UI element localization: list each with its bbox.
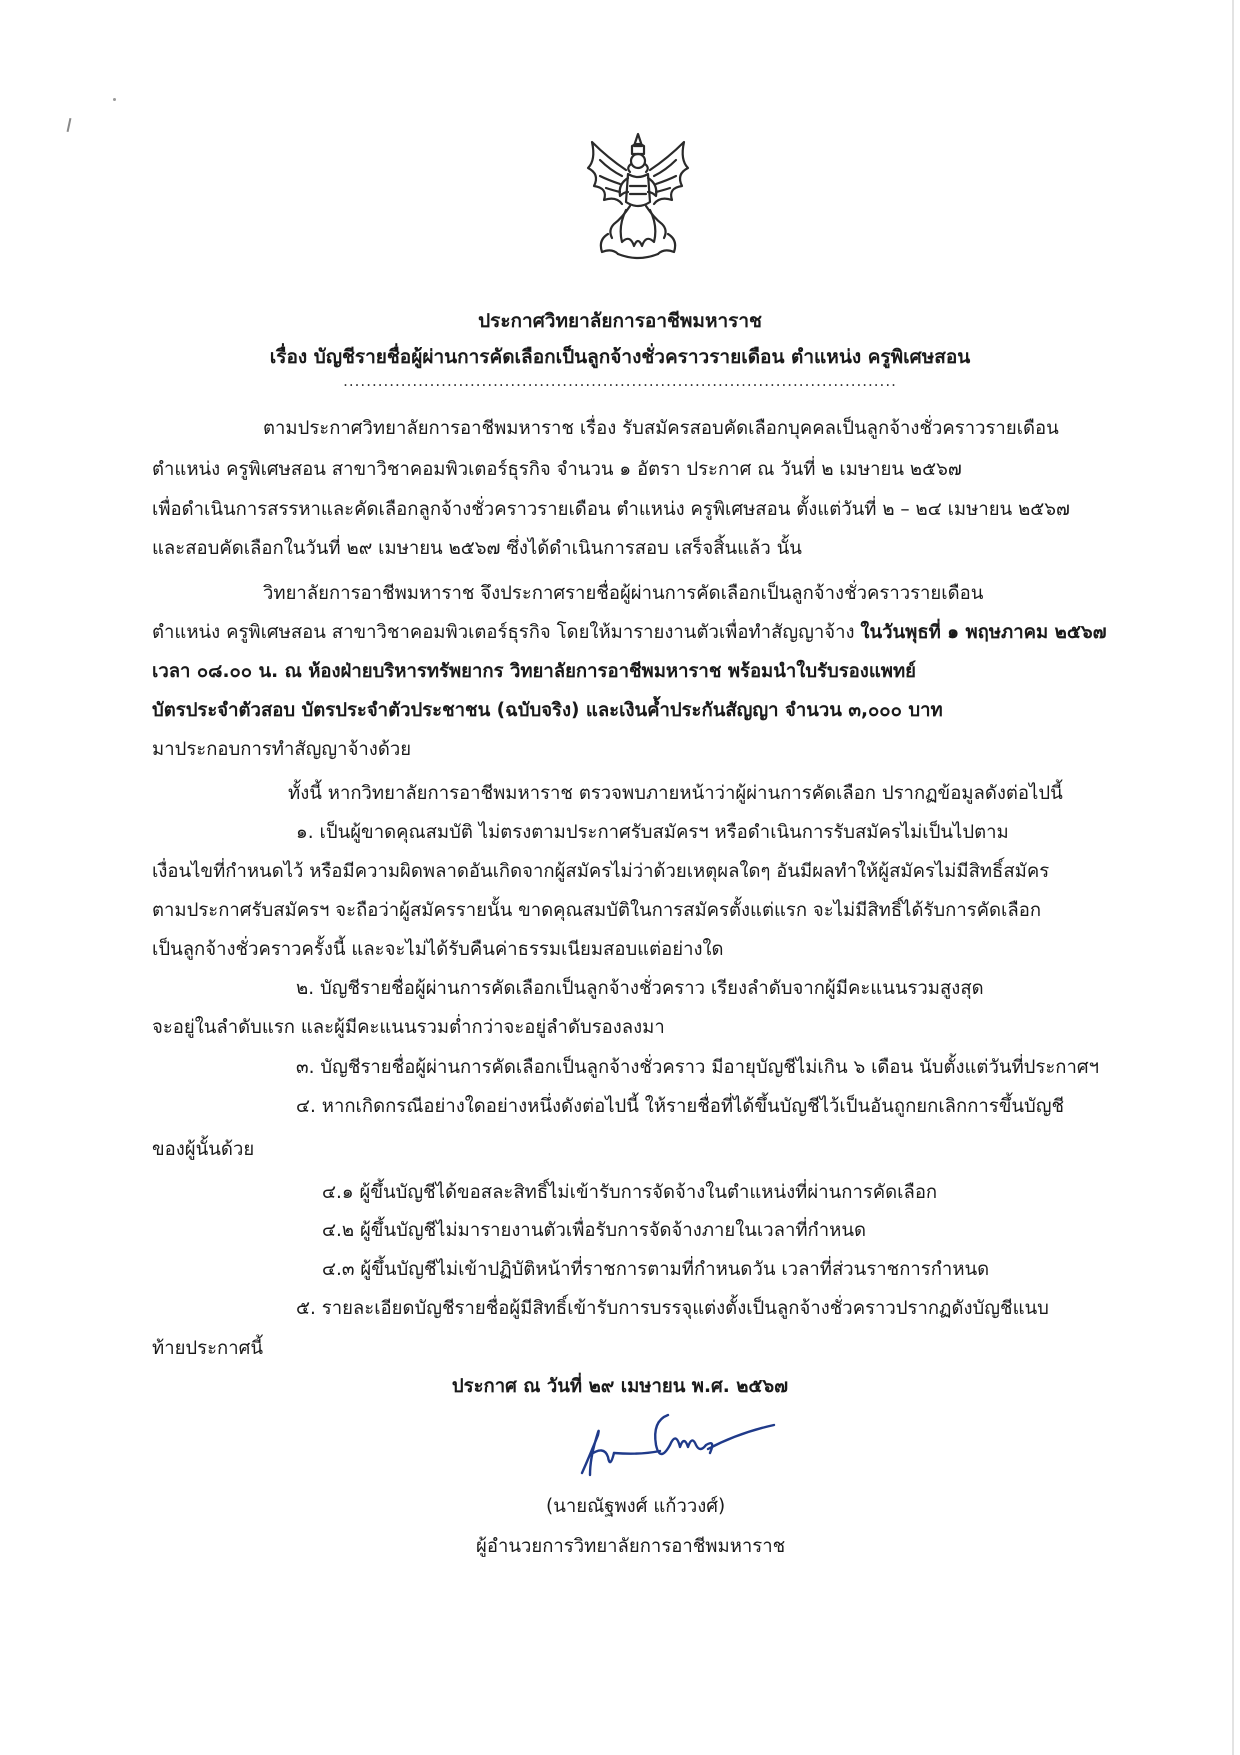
item2-line2: จะอยู่ในลำดับแรก และผู้มีคะแนนรวมต่ำกว่าจะอยู่ลำดับรองลงมา (152, 1017, 665, 1038)
para2-line2 (152, 620, 1106, 646)
para3-intro: ทั้งนี้ หากวิทยาลัยการอาชีพมหาราช ตรวจพบภายหน้าว่าผู้ผ่านการคัดเลือก ปรากฏข้อมูลดังต่อไปนี้ (288, 783, 1063, 804)
para2-line4: บัตรประจำตัวสอบ บัตรประจำตัวประชาชน (ฉบับจริง) และเงินค้ำประกันสัญญา จำนวน ๓,๐๐๐ บาท (152, 700, 943, 721)
item2-line1: ๒. บัญชีรายชื่อผู้ผ่านการคัดเลือกเป็นลูกจ้างชั่วคราว เรียงลำดับจากผู้มีคะแนนรวมสูงสุด (296, 978, 984, 999)
para1-line4: และสอบคัดเลือกในวันที่ ๒๙ เมษายน ๒๕๖๗ ซึ่งได้ดำเนินการสอบ เสร็จสิ้นแล้ว นั้น (152, 538, 802, 559)
signer-name: (นายณัฐพงศ์ แก้ววงศ์) (546, 1496, 726, 1517)
item4-sub3: ๔.๓ ผู้ขึ้นบัญชีไม่เข้าปฏิบัติหน้าที่ราชการตามที่กำหนดวัน เวลาที่ส่วนราชการกำหนด (322, 1259, 990, 1280)
item1-line1: ๑. เป็นผู้ขาดคุณสมบัติ ไม่ตรงตามประกาศรับสมัครฯ หรือดำเนินการรับสมัครไม่เป็นไปตาม (296, 822, 1009, 843)
item5-line1: ๕. รายละเอียดบัญชีรายชื่อผู้มีสิทธิ์เข้ารับการบรรจุแต่งตั้งเป็นลูกจ้างชั่วคราวปรากฏดังบัญชีแนบ (296, 1298, 1049, 1319)
announcement-subject: เรื่อง บัญชีรายชื่อผู้ผ่านการคัดเลือกเป็นลูกจ้างชั่วคราวรายเดือน ตำแหน่ง ครูพิเศษสอน (269, 346, 971, 368)
para1-line3: เพื่อดำเนินการสรรหาและคัดเลือกลูกจ้างชั่วคราวรายเดือน ตำแหน่ง ครูพิเศษสอน ตั้งแต่วันที่ ๒ – ๒๔ เมษายน ๒๕๖๗ (152, 499, 1070, 520)
para2-line1: วิทยาลัยการอาชีพมหาราช จึงประกาศรายชื่อผู้ผ่านการคัดเลือกเป็นลูกจ้างชั่วคราวรายเดือน (263, 583, 984, 604)
item4-sub1: ๔.๑ ผู้ขึ้นบัญชีได้ขอสละสิทธิ์ไม่เข้ารับการจัดจ้างในตำแหน่งที่ผ่านการคัดเลือก (322, 1182, 938, 1203)
announcement-date: ประกาศ ณ วันที่ ๒๙ เมษายน พ.ศ. ๒๕๖๗ (451, 1376, 789, 1397)
item1-line2: เงื่อนไขที่กำหนดไว้ หรือมีความผิดพลาดอันเกิดจากผู้สมัครไม่ว่าด้วยเหตุผลใดๆ อันมีผลทำให้ผู้สมัครไม่มีสิทธิ์สมัคร (152, 861, 1050, 882)
para2-line3: เวลา ๐๘.๐๐ น. ณ ห้องฝ่ายบริหารทรัพยากร วิทยาลัยการอาชีพมหาราช พร้อมนำใบรับรองแพทย์ (152, 661, 916, 682)
para2-line5: มาประกอบการทำสัญญาจ้างด้วย (152, 739, 412, 760)
item5-line2: ท้ายประกาศนี้ (152, 1338, 264, 1359)
item4-line2: ของผู้นั้นด้วย (152, 1139, 255, 1160)
item4-line1: ๔. หากเกิดกรณีอย่างใดอย่างหนึ่งดังต่อไปนี้ ให้รายชื่อที่ได้ขึ้นบัญชีไว้เป็นอันถูกยกเลิกการขึ้นบัญชี (296, 1096, 1065, 1117)
signature-icon (560, 1395, 790, 1490)
signer-position: ผู้อำนวยการวิทยาลัยการอาชีพมหาราช (476, 1536, 786, 1557)
scan-mark (67, 118, 72, 132)
announcement-title: ประกาศวิทยาลัยการอาชีพมหาราช (478, 310, 762, 332)
para2-line2-text: ตำแหน่ง ครูพิเศษสอน สาขาวิชาคอมพิวเตอร์ธุรกิจ โดยให้มารายงานตัวเพื่อทำสัญญาจ้าง (152, 622, 861, 643)
item4-sub2: ๔.๒ ผู้ขึ้นบัญชีไม่มารายงานตัวเพื่อรับการจัดจ้างภายในเวลาที่กำหนด (322, 1220, 866, 1241)
title-separator: ................................................................................................ (343, 372, 897, 390)
item1-line3: ตามประกาศรับสมัครฯ จะถือว่าผู้สมัครรายนั้น ขาดคุณสมบัติในการสมัครตั้งแต่แรก จะไม่มีสิทธิ์ได้รับการคัดเลือก (152, 900, 1042, 921)
item3: ๓. บัญชีรายชื่อผู้ผ่านการคัดเลือกเป็นลูกจ้างชั่วคราว มีอายุบัญชีไม่เกิน ๖ เดือน นับตั้งแต่วันที่ประกาศฯ (296, 1057, 1100, 1078)
para1-line2: ตำแหน่ง ครูพิเศษสอน สาขาวิชาคอมพิวเตอร์ธุรกิจ จำนวน ๑ อัตรา ประกาศ ณ วันที่ ๒ เมษายน ๒๕๖๗ (152, 459, 962, 480)
report-date: ในวันพุธที่ ๑ พฤษภาคม ๒๕๖๗ (860, 622, 1107, 643)
garuda-emblem-icon (578, 130, 698, 262)
item1-line4: เป็นลูกจ้างชั่วคราวครั้งนี้ และจะไม่ได้รับคืนค่าธรรมเนียมสอบแต่อย่างใด (152, 939, 724, 960)
scan-dot (113, 98, 116, 101)
scan-edge (1232, 0, 1234, 1755)
para1-line1: ตามประกาศวิทยาลัยการอาชีพมหาราช เรื่อง รับสมัครสอบคัดเลือกบุคคลเป็นลูกจ้างชั่วคราวรายเดือน (263, 418, 1059, 439)
